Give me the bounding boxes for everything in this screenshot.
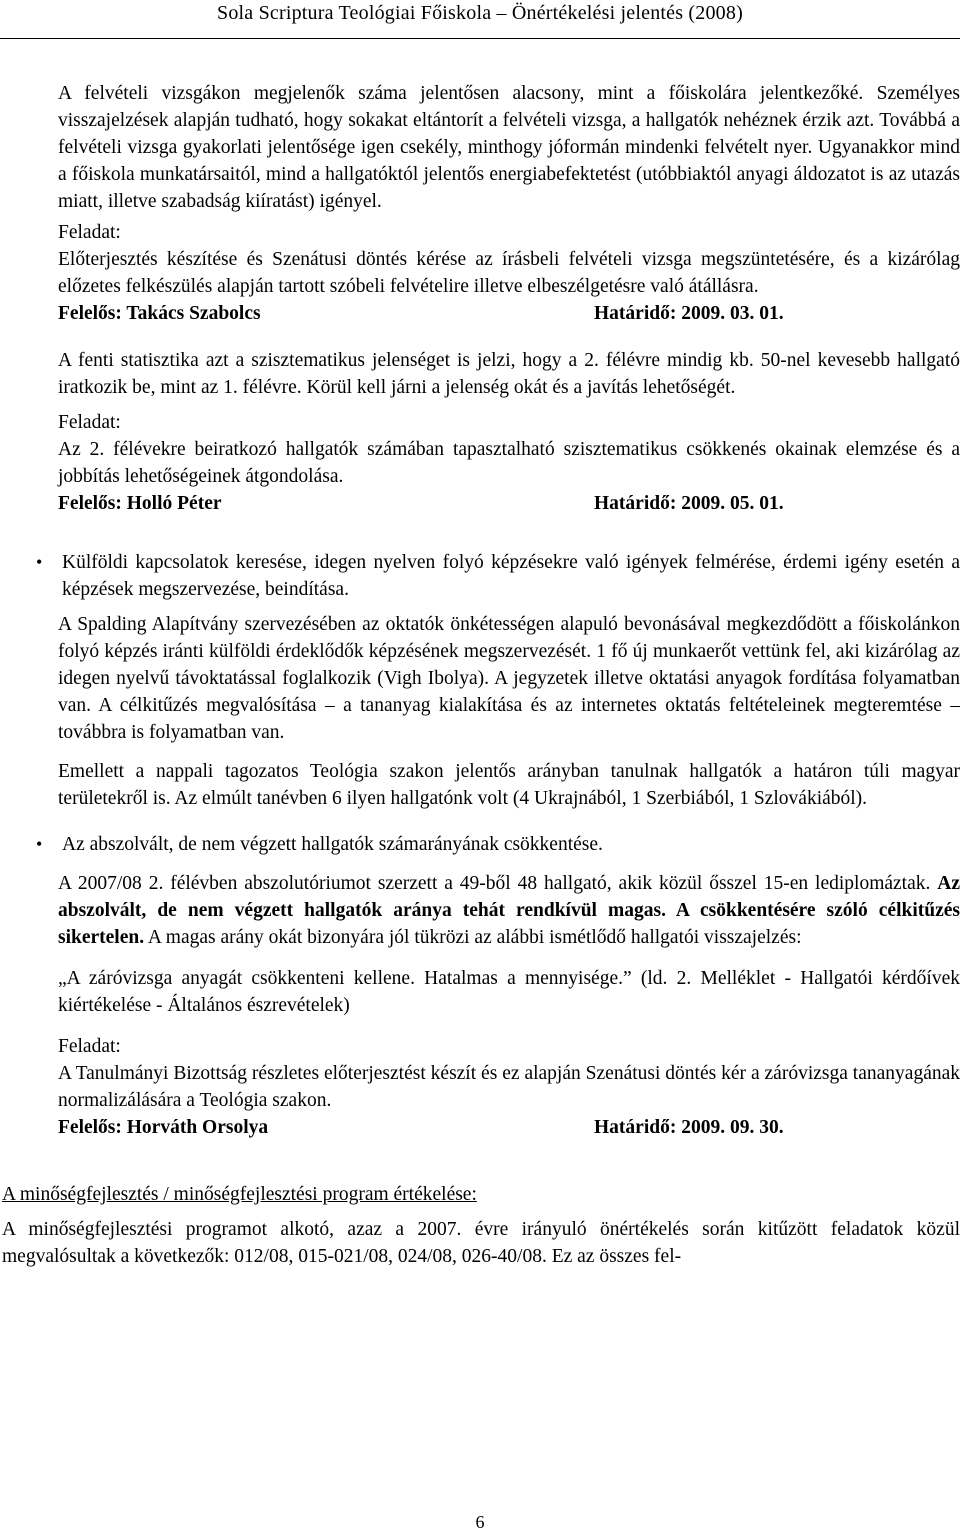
task-block-3 (58, 1033, 960, 1141)
task-text: Előterjesztés készítése és Szenátusi döntés kérése az írásbeli felvételi vizsga megszüntetésére, és a kizárólag előzetes felkészülés alapján tartott szóbeli felvételire illetve elbeszélgetésre való átállásra. (58, 249, 960, 297)
task-label: Feladat: (58, 222, 121, 243)
student-feedback-quote: „A záróvizsga anyagát csökkenteni kellene. Hatalmas a mennyisége.” (ld. 2. Melléklet - Hallgatói kérdőívek kiértékelése - Általános észrevételek) (58, 968, 960, 1016)
graduation-rate-continuation: A magas arány okát bizonyára jól tükrözi az alábbi ismétlődő hallgatói visszajelzés: (144, 927, 802, 948)
task-label: Feladat: (58, 1036, 121, 1057)
responsibility-row (58, 300, 960, 327)
bullet-text: Az abszolvált, de nem végzett hallgatók számarányának csökkentése. (62, 834, 603, 855)
responsible-person: Felelős: Takács Szabolcs (58, 303, 261, 324)
deadline: Határidő: 2009. 03. 01. (594, 303, 784, 324)
paragraph-cross-border-students: Emellett a nappali tagozatos Teológia szakon jelentős arányban tanulnak hallgatók a határon túli magyar területekről is. Az elmúlt tanévben 6 ilyen hallgatónk volt (4 Ukrajnából, 1 Szerbiából, 1 Szlovákiából). (58, 761, 960, 809)
bullet-item-absolved-students (36, 831, 960, 858)
paragraph-graduation-rate (58, 870, 960, 951)
task-label: Feladat: (58, 412, 121, 433)
header-divider (0, 38, 960, 39)
graduation-rate-text: A 2007/08 2. félévben abszolutóriumot szerzett a 49-ből 48 hallgató, akik közül ősszel 15-en lediplomáztak. (58, 873, 938, 894)
paragraph-quality-program: A minőségfejlesztési programot alkotó, azaz a 2007. évre irányuló önértékelés során kitűzött feladatok közül megvalósultak a következők: 012/08, 015-021/08, 024/08, 026-40/08. Ez az összes fel- (2, 1219, 960, 1267)
bullet-text: Külföldi kapcsolatok keresése, idegen nyelven folyó képzésekre való igények felmérése, érdemi igény esetén a képzések megszervezése, beindítása. (62, 552, 960, 600)
running-header: Sola Scriptura Teológiai Főiskola – Önértékelési jelentés (2008) (217, 2, 743, 24)
bullet-item-foreign-contacts (36, 549, 960, 603)
deadline: Határidő: 2009. 05. 01. (594, 493, 784, 514)
section-heading: A minőségfejlesztés / minőségfejlesztési program értékelése: (2, 1184, 477, 1205)
paragraph-spalding-foundation: A Spalding Alapítvány szervezésében az oktatók önkétességen alapuló bevonásával megkezdődött a főiskolánkon folyó képzés iránti külföldi érdeklődők képzésének megszervezését. 1 fő új munkaerőt vettünk fel, aki kizárólag az idegen nyelvű távoktatással foglalkozik (Vigh Ibolya). A jegyzetek illetve oktatási anyagok fordítása folyamatban van. A célkitűzés megvalósítása – a tananyag kialakítása és az internetes oktatás feltételeinek megteremtése – továbbra is folyamatban van. (58, 614, 960, 743)
document-body (2, 80, 960, 1270)
paragraph-admission-exam: A felvételi vizsgákon megjelenők száma jelentősen alacsony, mint a főiskolára jelentkezőké. Személyes visszajelzések alapján tudható, hogy sokakat eltántorít a felvételi vizsga, a hallgatók nehéznek érzik azt. Továbbá a felvételi vizsga gyakorlati jelentősége igen csekély, minthogy jóformán mindenki felvételt nyer. Ugyanakkor mind a főiskola munkatársaitól, mind a hallgatóktól jelentős energiabefektetést (utóbbiaktól anyagi áldozatot is az utazás miatt, illetve szabadság kiíratást) igényel. (58, 83, 960, 212)
task-block-1 (58, 219, 960, 327)
bullet-icon: • (36, 834, 43, 854)
task-text: A Tanulmányi Bizottság részletes előterjesztést készít és ez alapján Szenátusi döntés kér a záróvizsga tananyagának normalizálására a Teológia szakon. (58, 1063, 960, 1111)
responsible-person: Felelős: Horváth Orsolya (58, 1117, 269, 1138)
responsible-person: Felelős: Holló Péter (58, 493, 222, 514)
task-block-2 (58, 409, 960, 517)
graduation-rate-emphasis: Az abszolvált, de nem végzett hallgatók aránya tehát rendkívül magas. A csökkentésére szóló célkitűzés sikertelen. (58, 873, 960, 948)
responsibility-row (58, 1114, 960, 1141)
paragraph-semester-statistics: A fenti statisztika azt a szisztematikus jelenséget is jelzi, hogy a 2. félévre mindig kb. 50-nel kevesebb hallgató iratkozik be, mint az 1. félévre. Körül kell járni a jelenség okát és a javítás lehetőségét. (58, 350, 960, 398)
page-number: 6 (475, 1512, 485, 1532)
task-text: Az 2. félévekre beiratkozó hallgatók számában tapasztalható szisztematikus csökkenés okainak elemzése és a jobbítás lehetőségeinek átgondolása. (58, 439, 960, 487)
responsibility-row (58, 490, 960, 517)
deadline: Határidő: 2009. 09. 30. (594, 1117, 784, 1138)
bullet-icon: • (36, 552, 43, 572)
